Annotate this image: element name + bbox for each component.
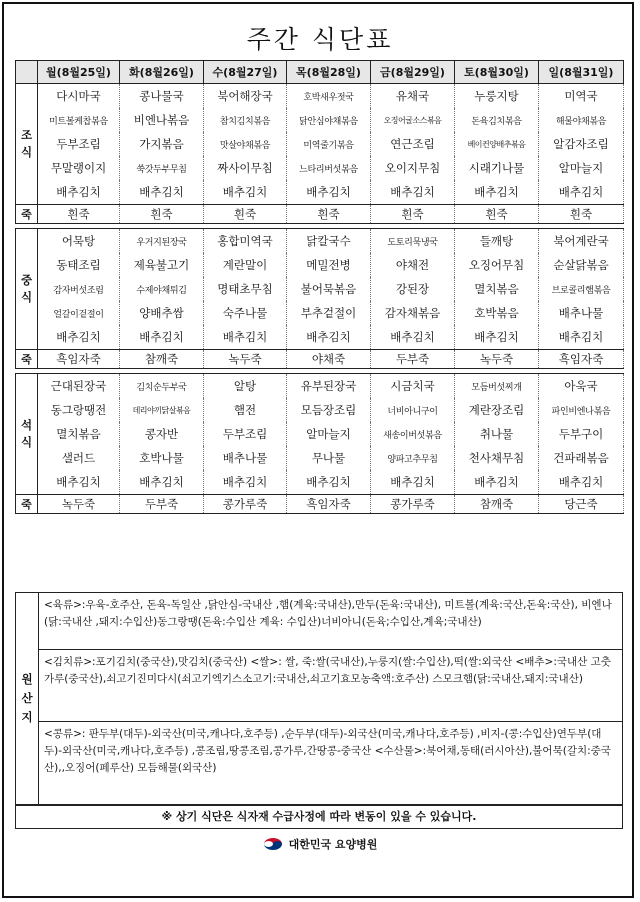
dish-cell: 알탕 bbox=[204, 374, 287, 399]
dish-cell: 두부조림 bbox=[204, 422, 287, 446]
dish-cell: 동태조림 bbox=[38, 253, 120, 277]
dish-cell: 미트볼케찹볶음 bbox=[38, 108, 120, 132]
breakfast-row bbox=[16, 180, 624, 205]
dish-cell: 배추김치 bbox=[287, 470, 371, 495]
dish-cell: 감자채볶음 bbox=[371, 301, 455, 325]
porridge-cell: 흰죽 bbox=[539, 205, 624, 224]
dish-cell: 모듬버섯찌개 bbox=[455, 374, 539, 399]
dish-cell: 맛살야채볶음 bbox=[204, 132, 287, 156]
lunch-label: 중 식 bbox=[16, 229, 38, 350]
lunch-row bbox=[16, 253, 624, 277]
day-header: 일(8월31일) bbox=[539, 61, 624, 84]
dish-cell: 데리야끼닭살볶음 bbox=[120, 398, 204, 422]
dinner-row bbox=[16, 446, 624, 470]
dish-cell: 너비아니구이 bbox=[371, 398, 455, 422]
porridge-cell: 흰죽 bbox=[455, 205, 539, 224]
dish-cell: 가지볶음 bbox=[120, 132, 204, 156]
dish-cell: 닭칼국수 bbox=[287, 229, 371, 254]
dish-cell: 배추김치 bbox=[371, 325, 455, 350]
porridge-cell: 흰죽 bbox=[204, 205, 287, 224]
dish-cell: 미역줄기볶음 bbox=[287, 132, 371, 156]
dish-cell: 야채전 bbox=[371, 253, 455, 277]
origin-meat: <육류>:우육-호주산, 돈육-독일산 ,닭안심-국내산 ,햄(계육:국내산),만두(돈육:국내산), 미트볼(계육:국산,돈육:국산), 비엔나(닭:국내산 ,돼지:수입산)동그랑땡(돈육:수입산 계육: 수입산)너비아니(돈육;수입산,계육;국내산) bbox=[39, 593, 622, 650]
dish-cell: 근대된장국 bbox=[38, 374, 120, 399]
dish-cell: 양파고추무침 bbox=[371, 446, 455, 470]
porridge-cell: 당근죽 bbox=[539, 495, 624, 514]
hospital-name: 대한민국 요양병원 bbox=[288, 838, 378, 851]
dish-cell: 두부구이 bbox=[539, 422, 624, 446]
dish-cell: 도토리묵냉국 bbox=[371, 229, 455, 254]
dish-cell: 닭안심야채볶음 bbox=[287, 108, 371, 132]
porridge-cell: 녹두죽 bbox=[38, 495, 120, 514]
lunch-row bbox=[16, 325, 624, 350]
dish-cell: 콩자반 bbox=[120, 422, 204, 446]
dish-cell: 모듬장조림 bbox=[287, 398, 371, 422]
dinner-row bbox=[16, 398, 624, 422]
dish-cell: 누룽지탕 bbox=[455, 84, 539, 109]
dinner-row bbox=[16, 422, 624, 446]
dish-cell: 배추김치 bbox=[120, 325, 204, 350]
dish-cell: 호박새우젓국 bbox=[287, 84, 371, 109]
dish-cell: 명태초무침 bbox=[204, 277, 287, 301]
dish-cell: 파인비엔나볶음 bbox=[539, 398, 624, 422]
dish-cell: 오징어굴소스볶음 bbox=[371, 108, 455, 132]
dish-cell: 홍합미역국 bbox=[204, 229, 287, 254]
dish-cell: 배추김치 bbox=[371, 470, 455, 495]
dish-cell: 베이컨양배추볶음 bbox=[455, 132, 539, 156]
dish-cell: 배추김치 bbox=[38, 325, 120, 350]
dish-cell: 양배추쌈 bbox=[120, 301, 204, 325]
dish-cell: 아욱국 bbox=[539, 374, 624, 399]
dish-cell: 강된장 bbox=[371, 277, 455, 301]
dish-cell: 호박볶음 bbox=[455, 301, 539, 325]
dish-cell: 유채국 bbox=[371, 84, 455, 109]
dish-cell: 부추겉절이 bbox=[287, 301, 371, 325]
dish-cell: 천사채무침 bbox=[455, 446, 539, 470]
porridge-cell: 흑임자죽 bbox=[38, 350, 120, 369]
dish-cell: 배추김치 bbox=[455, 470, 539, 495]
dish-cell: 메밀전병 bbox=[287, 253, 371, 277]
porridge-label: 죽 bbox=[16, 205, 38, 224]
porridge-cell: 두부죽 bbox=[371, 350, 455, 369]
dish-cell: 북어해장국 bbox=[204, 84, 287, 109]
porridge-cell: 참깨죽 bbox=[455, 495, 539, 514]
day-header: 토(8월30일) bbox=[455, 61, 539, 84]
dish-cell: 멸치볶음 bbox=[38, 422, 120, 446]
dish-cell: 배추김치 bbox=[204, 325, 287, 350]
dish-cell: 알감자조림 bbox=[539, 132, 624, 156]
porridge-cell: 콩가루죽 bbox=[204, 495, 287, 514]
dish-cell: 숙주나물 bbox=[204, 301, 287, 325]
dish-cell: 배추김치 bbox=[38, 180, 120, 205]
dish-cell: 배추김치 bbox=[539, 325, 624, 350]
dish-cell: 알마늘지 bbox=[287, 422, 371, 446]
taegeuk-emblem-icon bbox=[263, 837, 283, 851]
dish-cell: 취나물 bbox=[455, 422, 539, 446]
day-header: 금(8월29일) bbox=[371, 61, 455, 84]
header-corner bbox=[16, 61, 38, 84]
porridge-cell: 흑임자죽 bbox=[539, 350, 624, 369]
footer bbox=[0, 836, 640, 852]
dish-cell: 샐러드 bbox=[38, 446, 120, 470]
dish-cell: 제육불고기 bbox=[120, 253, 204, 277]
dish-cell: 오이지무침 bbox=[371, 156, 455, 180]
dish-cell: 시금치국 bbox=[371, 374, 455, 399]
origin-beans-seafood: <콩류>: 판두부(대두)-외국산(미국,캐나다,호주등) ,순두부(대두)-외국산(미국,캐나다,호주등) ,비지-(콩:수입산)연두부(대두)-외국산(미국,캐나다,호주등) ,콩조림,땅콩조림,콩가루,간땅콩-중국산 <수산물>:북어채,동태(러시아산),불어묵(갈치:중국산),,오징어(페루산) 모듬해물(외국산) bbox=[44, 728, 611, 774]
porridge-cell: 녹두죽 bbox=[455, 350, 539, 369]
dish-cell: 연근조림 bbox=[371, 132, 455, 156]
dinner-porridge-row bbox=[16, 495, 624, 514]
lunch-row bbox=[16, 301, 624, 325]
dish-cell: 돈육김치볶음 bbox=[455, 108, 539, 132]
porridge-cell: 야채죽 bbox=[287, 350, 371, 369]
dish-cell: 비엔나볶음 bbox=[120, 108, 204, 132]
dish-cell: 어묵탕 bbox=[38, 229, 120, 254]
dish-cell: 시래기나물 bbox=[455, 156, 539, 180]
dish-cell: 배추김치 bbox=[120, 470, 204, 495]
dish-cell: 배추김치 bbox=[204, 180, 287, 205]
dinner-label: 석 식 bbox=[16, 374, 38, 495]
dish-cell: 우거지된장국 bbox=[120, 229, 204, 254]
dish-cell: 배추나물 bbox=[204, 446, 287, 470]
dish-cell: 쑥갓두부무침 bbox=[120, 156, 204, 180]
breakfast-porridge-row bbox=[16, 205, 624, 224]
dish-cell: 배추김치 bbox=[455, 180, 539, 205]
dish-cell: 수제야채튀김 bbox=[120, 277, 204, 301]
dish-cell: 감자버섯조림 bbox=[38, 277, 120, 301]
dish-cell: 배추김치 bbox=[204, 470, 287, 495]
day-header: 화(8월26일) bbox=[120, 61, 204, 84]
notice: ※ 상기 식단은 식자재 수급사정에 따라 변동이 있을 수 있습니다. bbox=[15, 805, 623, 829]
dish-cell: 콩나물국 bbox=[120, 84, 204, 109]
dish-cell: 순살닭볶음 bbox=[539, 253, 624, 277]
dish-cell: 미역국 bbox=[539, 84, 624, 109]
dish-cell: 유부된장국 bbox=[287, 374, 371, 399]
dish-cell: 다시마국 bbox=[38, 84, 120, 109]
day-header: 수(8월27일) bbox=[204, 61, 287, 84]
dish-cell: 얼갈이겉절이 bbox=[38, 301, 120, 325]
dish-cell: 햄전 bbox=[204, 398, 287, 422]
dish-cell: 배추김치 bbox=[120, 180, 204, 205]
lunch-row bbox=[16, 277, 624, 301]
dish-cell: 배추나물 bbox=[539, 301, 624, 325]
dish-cell: 배추김치 bbox=[455, 325, 539, 350]
porridge-label: 죽 bbox=[16, 495, 38, 514]
breakfast-label: 조 식 bbox=[16, 84, 38, 205]
weekly-menu-table bbox=[15, 60, 624, 514]
dish-cell: 오징어무침 bbox=[455, 253, 539, 277]
dish-cell: 해물야채볶음 bbox=[539, 108, 624, 132]
lunch-porridge-row bbox=[16, 350, 624, 369]
porridge-cell: 두부죽 bbox=[120, 495, 204, 514]
dish-cell: 브로콜리햄볶음 bbox=[539, 277, 624, 301]
dish-cell: 짜사이무침 bbox=[204, 156, 287, 180]
dish-cell: 알마늘지 bbox=[539, 156, 624, 180]
dish-cell: 동그랑땡전 bbox=[38, 398, 120, 422]
dish-cell: 건파래볶음 bbox=[539, 446, 624, 470]
porridge-cell: 흑임자죽 bbox=[287, 495, 371, 514]
dinner-row bbox=[16, 374, 624, 399]
dish-cell: 배추김치 bbox=[371, 180, 455, 205]
dish-cell: 배추김치 bbox=[539, 470, 624, 495]
breakfast-row bbox=[16, 108, 624, 132]
dish-cell: 김치순두부국 bbox=[120, 374, 204, 399]
dish-cell: 배추김치 bbox=[539, 180, 624, 205]
porridge-cell: 참깨죽 bbox=[120, 350, 204, 369]
lunch-row bbox=[16, 229, 624, 254]
origin-section bbox=[15, 592, 623, 805]
breakfast-row bbox=[16, 132, 624, 156]
porridge-cell: 콩가루죽 bbox=[371, 495, 455, 514]
dish-cell: 계란말이 bbox=[204, 253, 287, 277]
day-header: 월(8월25일) bbox=[38, 61, 120, 84]
dish-cell: 느타리버섯볶음 bbox=[287, 156, 371, 180]
dinner-row bbox=[16, 470, 624, 495]
dish-cell: 배추김치 bbox=[287, 180, 371, 205]
porridge-cell: 흰죽 bbox=[371, 205, 455, 224]
dish-cell: 계란장조림 bbox=[455, 398, 539, 422]
dish-cell: 새송이버섯볶음 bbox=[371, 422, 455, 446]
breakfast-row bbox=[16, 84, 624, 109]
origin-kimchi-rice: <김치류>:포기김치(중국산),맛김치(중국산) <쌀>: 쌀, 죽:쌀(국내산),누룽지(쌀:수입산),떡(쌀:외국산 <배추>:국내산 고춧가루(중국산),쇠고기진미다시(쇠고기엑기스소고기:국내산,쇠고기효모농축액:호주산) 스모크햄(닭:국내산,돼지:국내산) bbox=[39, 650, 622, 722]
dish-cell: 배추김치 bbox=[38, 470, 120, 495]
dish-cell: 불어묵볶음 bbox=[287, 277, 371, 301]
dish-cell: 배추김치 bbox=[287, 325, 371, 350]
dish-cell: 멸치볶음 bbox=[455, 277, 539, 301]
porridge-label: 죽 bbox=[16, 350, 38, 369]
page-title: 주간 식단표 bbox=[246, 25, 394, 54]
dish-cell: 무말랭이지 bbox=[38, 156, 120, 180]
dish-cell: 북어계란국 bbox=[539, 229, 624, 254]
breakfast-row bbox=[16, 156, 624, 180]
porridge-cell: 흰죽 bbox=[38, 205, 120, 224]
porridge-cell: 흰죽 bbox=[287, 205, 371, 224]
porridge-cell: 흰죽 bbox=[120, 205, 204, 224]
porridge-cell: 녹두죽 bbox=[204, 350, 287, 369]
origin-label: 원 산 지 bbox=[16, 593, 39, 804]
dish-cell: 참치김치볶음 bbox=[204, 108, 287, 132]
day-header-row bbox=[16, 61, 624, 84]
dish-cell: 호박나물 bbox=[120, 446, 204, 470]
dish-cell: 들깨탕 bbox=[455, 229, 539, 254]
dish-cell: 두부조림 bbox=[38, 132, 120, 156]
day-header: 목(8월28일) bbox=[287, 61, 371, 84]
dish-cell: 무나물 bbox=[287, 446, 371, 470]
